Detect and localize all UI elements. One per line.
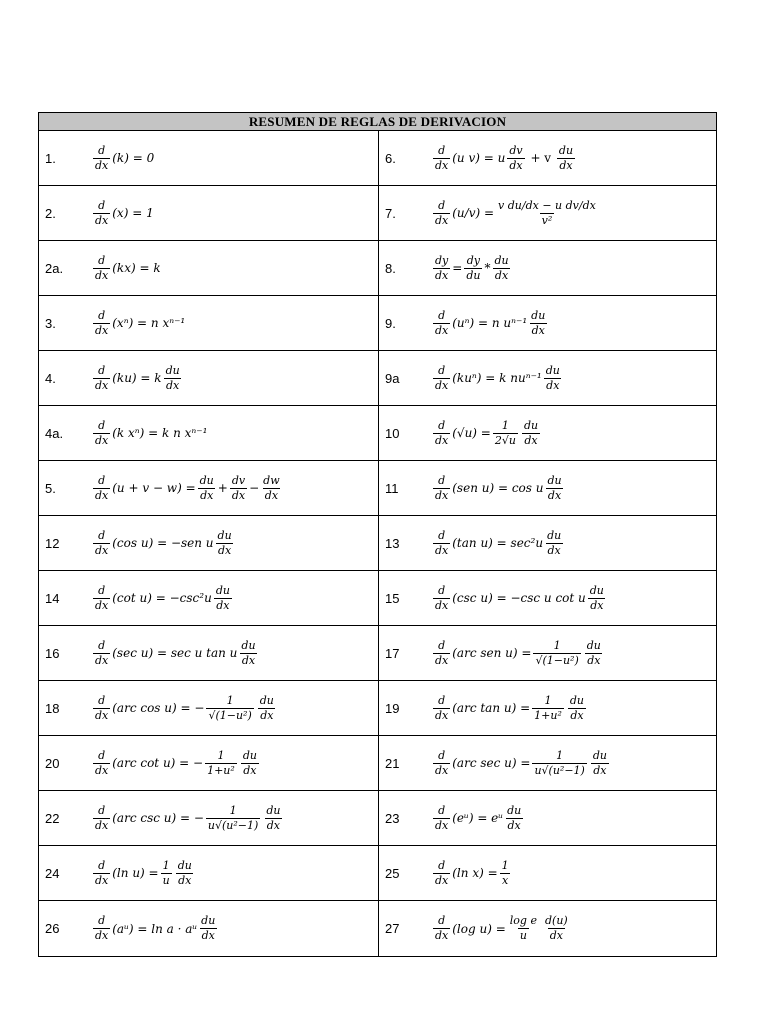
rule-formula: $\frac{d}{dx}$ (arc tan u) = $\frac{1}{\text{1+u²}}$ $\frac{du}{dx}$ <box>435 693 585 722</box>
table-row <box>39 516 716 571</box>
rule-number: 5. <box>45 480 56 496</box>
rule-expression: (ku) = k <box>112 371 162 385</box>
rule-cell-right <box>378 131 716 185</box>
rule-formula: $\frac{d}{dx}$ (u/v) = $\frac{\text{v du/dx − u dv/dx}}{\text{v²}}$ <box>435 198 596 227</box>
rule-cell-left <box>39 241 378 295</box>
rules-rows <box>39 131 716 956</box>
rule-number: 11 <box>385 480 399 496</box>
rule-expression: (arc cot u) = − <box>112 756 204 770</box>
rule-number: 24 <box>45 865 60 881</box>
rule-formula: $\frac{d}{dx}$ (xⁿ) = n xⁿ⁻¹ <box>95 308 186 337</box>
rule-cell-left <box>39 846 378 900</box>
rule-formula: $\frac{dy}{dx}$ = $\frac{dy}{du}$ * $\frac{du}{dx}$ <box>435 253 509 282</box>
table-title: RESUMEN DE REGLAS DE DERIVACION <box>39 113 716 131</box>
rule-formula: $\frac{d}{dx}$ (arc csc u) = − $\frac{1}{\text{u√(u²−1)}}$ $\frac{du}{dx}$ <box>95 803 281 832</box>
table-row <box>39 626 716 681</box>
rule-expression: (uⁿ) = n uⁿ⁻¹ <box>452 316 528 330</box>
rule-cell-right <box>378 681 716 735</box>
rule-expression: (u + v − w) = <box>112 481 196 495</box>
rule-expression: (log u) = <box>452 921 506 936</box>
table-row <box>39 736 716 791</box>
rule-expression: (tan u) = sec²u <box>452 536 544 550</box>
rule-number: 8. <box>385 260 396 276</box>
table-row <box>39 351 716 406</box>
rule-number: 6. <box>385 150 396 166</box>
table-row <box>39 241 716 296</box>
rule-number: 4. <box>45 370 56 386</box>
rule-number: 12 <box>45 535 60 551</box>
rule-expression: (x) = 1 <box>112 206 154 220</box>
rule-cell-right <box>378 736 716 790</box>
table-row <box>39 186 716 241</box>
table-row <box>39 571 716 626</box>
table-row <box>39 901 716 956</box>
rule-formula: $\frac{d}{dx}$ (ln u) = $\frac{1}{u}$ $\frac{du}{dx}$ <box>95 858 192 887</box>
rule-cell-left <box>39 296 378 350</box>
rule-formula: $\frac{d}{dx}$ (u v) = u $\frac{dv}{dx}$ + v $\frac{du}{dx}$ <box>435 143 574 172</box>
rule-cell-right <box>378 296 716 350</box>
rule-formula: $\frac{d}{dx}$ (arc cos u) = − $\frac{1}{\text{√(1−u²)}}$ $\frac{du}{dx}$ <box>95 693 274 722</box>
rule-formula: $\frac{d}{dx}$ (cos u) = −sen u $\frac{du}{dx}$ <box>95 528 232 557</box>
rule-expression: (√u) = <box>452 426 491 440</box>
table-row <box>39 791 716 846</box>
rule-cell-left <box>39 461 378 515</box>
rule-cell-left <box>39 516 378 570</box>
table-row <box>39 406 716 461</box>
rule-number: 10 <box>385 425 400 441</box>
rule-number: 21 <box>385 755 400 771</box>
rule-cell-right <box>378 186 716 240</box>
rule-expression: (csc u) = −csc u cot u <box>452 591 586 605</box>
rule-number: 2. <box>45 205 56 221</box>
rule-expression: (ln u) = <box>112 866 159 880</box>
rule-cell-left <box>39 626 378 680</box>
rule-expression: (aᵘ) = ln a · aᵘ <box>112 921 198 936</box>
rule-expression: (cos u) = −sen u <box>112 536 214 550</box>
rule-cell-left <box>39 131 378 185</box>
rule-formula: $\frac{d}{dx}$ (sec u) = sec u tan u $\frac{du}{dx}$ <box>95 638 256 667</box>
rule-cell-left <box>39 681 378 735</box>
rule-cell-right <box>378 901 716 956</box>
rule-formula: $\frac{d}{dx}$ (ln x) = $\frac{1}{x}$ <box>435 858 509 887</box>
rule-cell-right <box>378 241 716 295</box>
rule-cell-right <box>378 406 716 460</box>
rule-number: 9. <box>385 315 396 331</box>
rule-number: 20 <box>45 755 60 771</box>
table-row <box>39 681 716 736</box>
rule-formula: $\frac{d}{dx}$ (arc sec u) = $\frac{1}{\text{u√(u²−1)}}$ $\frac{du}{dx}$ <box>435 748 607 777</box>
rule-expression: (u v) = u <box>452 151 506 165</box>
rule-formula: $\frac{d}{dx}$ (log u) = $\frac{\text{log e}}{u}$ $\frac{d(u)}{dx}$ <box>435 914 568 942</box>
rule-expression: (arc sec u) = <box>452 756 531 770</box>
rule-number: 17 <box>385 645 400 661</box>
rule-expression: (k xⁿ) = k n xⁿ⁻¹ <box>112 426 208 440</box>
rule-formula: $\frac{d}{dx}$ (cot u) = −csc²u $\frac{du}{dx}$ <box>95 583 230 612</box>
rule-number: 3. <box>45 315 56 331</box>
rule-number: 2a. <box>45 260 64 276</box>
rule-expression: (xⁿ) = n xⁿ⁻¹ <box>112 316 186 330</box>
rule-number: 4a. <box>45 425 64 441</box>
rule-expression: (sen u) = cos u <box>452 481 544 495</box>
rule-formula: $\frac{d}{dx}$ (x) = 1 <box>95 198 154 227</box>
rule-formula: $\frac{d}{dx}$ (tan u) = sec²u $\frac{du}{dx}$ <box>435 528 562 557</box>
rule-formula: $\frac{d}{dx}$ (kuⁿ) = k nuⁿ⁻¹ $\frac{du}{dx}$ <box>435 363 560 392</box>
rule-cell-right <box>378 846 716 900</box>
rule-formula: $\frac{d}{dx}$ (uⁿ) = n uⁿ⁻¹ $\frac{du}{dx}$ <box>435 308 546 337</box>
rule-cell-right <box>378 516 716 570</box>
rule-cell-right <box>378 626 716 680</box>
rule-number: 19 <box>385 700 400 716</box>
rule-expression: (kuⁿ) = k nuⁿ⁻¹ <box>452 371 542 385</box>
rule-formula: $\frac{d}{dx}$ (k xⁿ) = k n xⁿ⁻¹ <box>95 418 208 447</box>
rule-number: 23 <box>385 810 400 826</box>
table-row <box>39 131 716 186</box>
rule-number: 9a <box>385 370 400 386</box>
rule-formula: $\frac{d}{dx}$ (kx) = k <box>95 253 161 282</box>
table-row <box>39 296 716 351</box>
rule-expression: (arc csc u) = − <box>112 811 204 825</box>
rule-formula: $\frac{d}{dx}$ (ku) = k $\frac{du}{dx}$ <box>95 363 180 392</box>
rule-expression: (sec u) = sec u tan u <box>112 646 238 660</box>
rule-number: 27 <box>385 921 400 936</box>
rule-expression: (arc sen u) = <box>452 646 532 660</box>
rule-number: 15 <box>385 590 400 606</box>
rule-cell-left <box>39 736 378 790</box>
rule-cell-right <box>378 571 716 625</box>
rule-expression: (cot u) = −csc²u <box>112 591 212 605</box>
rule-expression: (u/v) = <box>452 206 495 220</box>
rule-number: 14 <box>45 590 60 606</box>
rule-cell-right <box>378 351 716 405</box>
rule-cell-left <box>39 901 378 956</box>
rule-formula: $\frac{d}{dx}$ (eᵘ) = eᵘ $\frac{du}{dx}$ <box>435 803 522 832</box>
rule-formula: $\frac{d}{dx}$ (csc u) = −csc u cot u $\frac{du}{dx}$ <box>435 583 604 612</box>
rule-cell-right <box>378 791 716 845</box>
rule-formula: $\frac{d}{dx}$ (sen u) = cos u $\frac{du}{dx}$ <box>435 473 562 502</box>
rule-number: 13 <box>385 535 400 551</box>
rule-number: 7. <box>385 205 396 221</box>
rule-formula: $\frac{d}{dx}$ (√u) = $\frac{1}{2√u}$ $\frac{du}{dx}$ <box>435 418 539 447</box>
rule-number: 22 <box>45 810 60 826</box>
rule-cell-left <box>39 571 378 625</box>
rule-expression: (arc tan u) = <box>452 701 531 715</box>
rule-number: 18 <box>45 700 60 716</box>
table-row <box>39 461 716 516</box>
rule-number: 16 <box>45 645 60 661</box>
rule-expression: (arc cos u) = − <box>112 701 205 715</box>
rule-number: 25 <box>385 865 400 881</box>
rule-formula: $\frac{d}{dx}$ (arc cot u) = − $\frac{1}{\text{1+u²}}$ $\frac{du}{dx}$ <box>95 748 257 777</box>
rule-formula: $\frac{d}{dx}$ (aᵘ) = ln a · aᵘ $\frac{du}{dx}$ <box>95 914 216 942</box>
table-row <box>39 846 716 901</box>
derivative-rules-table <box>38 112 717 957</box>
rule-cell-right <box>378 461 716 515</box>
rule-expression: (ln x) = <box>452 866 498 880</box>
rule-expression: (kx) = k <box>112 261 161 275</box>
rule-number: 26 <box>45 921 60 936</box>
rule-cell-left <box>39 791 378 845</box>
rule-cell-left <box>39 406 378 460</box>
rule-cell-left <box>39 351 378 405</box>
rule-expression: (k) = 0 <box>112 151 155 165</box>
rule-cell-left <box>39 186 378 240</box>
rule-formula: $\frac{d}{dx}$ (arc sen u) = $\frac{1}{\text{√(1−u²)}}$ $\frac{du}{dx}$ <box>435 638 601 667</box>
rule-formula: $\frac{d}{dx}$ (u + v − w) = $\frac{du}{dx}$ + $\frac{dv}{dx}$ − $\frac{dw}{dx}$ <box>95 473 280 502</box>
rule-formula: $\frac{d}{dx}$ (k) = 0 <box>95 143 155 172</box>
rule-expression: (eᵘ) = eᵘ <box>452 811 504 825</box>
rule-number: 1. <box>45 150 56 166</box>
